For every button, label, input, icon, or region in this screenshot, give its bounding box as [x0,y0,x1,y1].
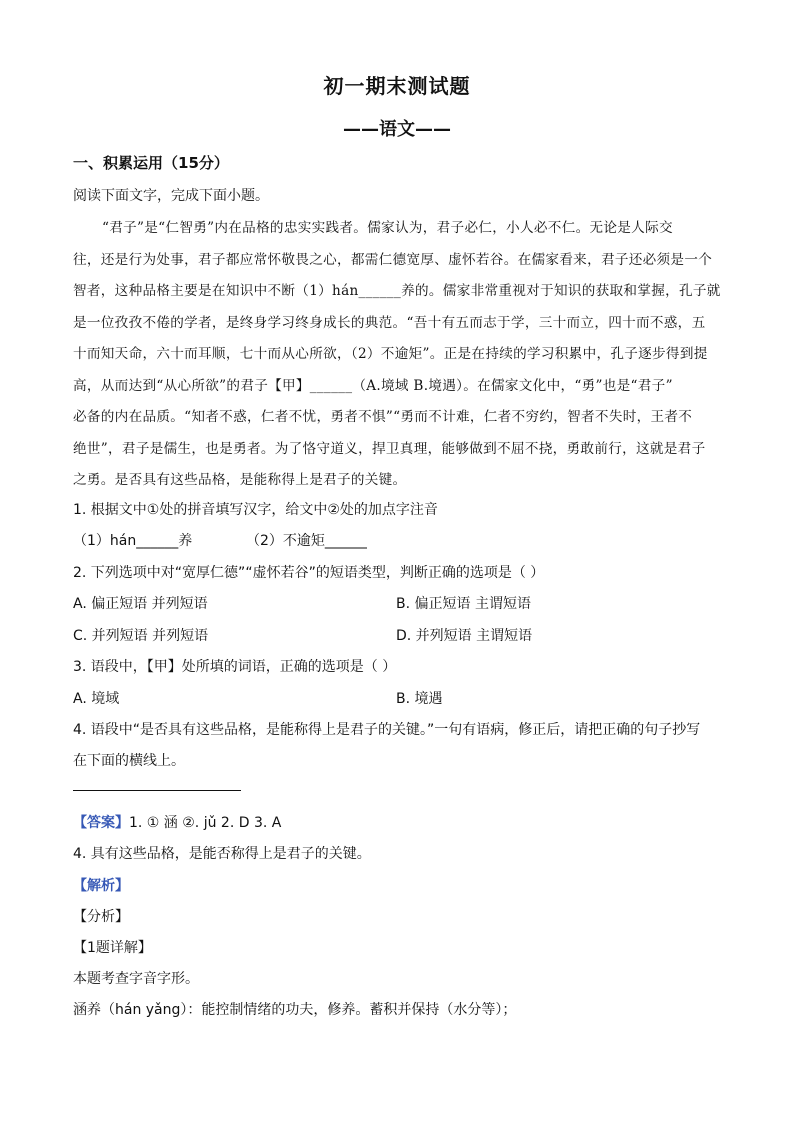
question-2-option-b: B. 偏正短语 主谓短语 [396,596,531,612]
question-4-stem: 4. 语段中“是否具有这些品格，是能称得上是君子的关键。”一句有语病，修正后，请把正确的句子抄写 [73,722,701,738]
passage-line: 必备的内在品质。“知者不惑，仁者不忧，勇者不惧”“勇而不计难，仁者不穷约，智者不失时，王者不 [73,409,693,425]
fenxi-label: 【分析】 [73,909,129,925]
passage-line: 往，还是行为处事，君子都应常怀敬畏之心，都需仁德宽厚、虚怀若谷。在儒家看来，君子还必须是一个 [73,252,713,268]
answer-content: 1. ① 涵 ②. jǔ 2. D 3. A [129,815,282,831]
passage-line: 智者，这种品格主要是在知识中不断（1）hán______养的。儒家非常重视对于知识的获取和掌握，孔子就 [73,283,721,299]
analysis-label: 【解析】 [73,878,129,894]
page-title: 初一期末测试题 [323,74,471,98]
answer-blank-line [73,790,241,791]
passage-line: “君子”是“仁智勇”内在品格的忠实实践者。儒家认为，君子必仁，小人必不仁。无论是人际交 [102,220,673,236]
passage-line: 高，从而达到“从心所欲”的君子【甲】______（A.境域 B.境遇）。在儒家文化中，“勇”也是“君子” [73,378,673,394]
question-2-option-d: D. 并列短语 主谓短语 [396,628,533,644]
answer-row [73,812,281,832]
question-1-sub2: （2）不逾矩______ [246,533,367,549]
question-4-stem-cont: 在下面的横线上。 [73,753,185,769]
section-heading: 一、积累运用（15分） [73,154,229,172]
question-3-option-a: A. 境域 [73,691,120,707]
passage-line: 之勇。是否具有这些品格，是能称得上是君子的关键。 [73,472,407,488]
detail-line: 本题考查字音字形。 [73,971,199,987]
passage-line: 绝世”，君子是儒生，也是勇者。为了恪守道义，捍卫真理，能够做到不屈不挠，勇敢前行，这就是君子 [73,441,706,457]
detail-label: 【1题详解】 [73,940,152,956]
detail-line: 涵养（hán yǎng）：能控制情绪的功夫，修养。蓄积并保持（水分等）； [73,1002,517,1018]
question-2-option-c: C. 并列短语 并列短语 [73,628,209,644]
question-3-option-b: B. 境遇 [396,691,443,707]
question-3-stem: 3. 语段中，【甲】处所填的词语，正确的选项是（ ） [73,659,397,675]
question-2-option-a: A. 偏正短语 并列短语 [73,596,208,612]
passage-line: 十而知天命，六十而耳顺，七十而从心所欲，（2）不逾矩”。正是在持续的学习积累中，孔子逐步得到提 [73,346,708,362]
answer-line-2: 4. 具有这些品格，是能否称得上是君子的关键。 [73,846,371,862]
question-1-sub1: （1）hán______养 [73,533,193,549]
instruction-text: 阅读下面文字，完成下面小题。 [73,188,269,204]
question-1-stem: 1. 根据文中①处的拼音填写汉字，给文中②处的加点字注音 [73,502,438,518]
question-2-stem: 2. 下列选项中对“宽厚仁德”“虚怀若谷”的短语类型，判断正确的选项是（ ） [73,565,545,581]
passage-line: 是一位孜孜不倦的学者，是终身学习终身成长的典范。“吾十有五而志于学，三十而立，四十而不惑，五 [73,315,706,331]
answer-label: 【答案】 [73,815,129,831]
page-subtitle: ——语文—— [343,119,451,140]
